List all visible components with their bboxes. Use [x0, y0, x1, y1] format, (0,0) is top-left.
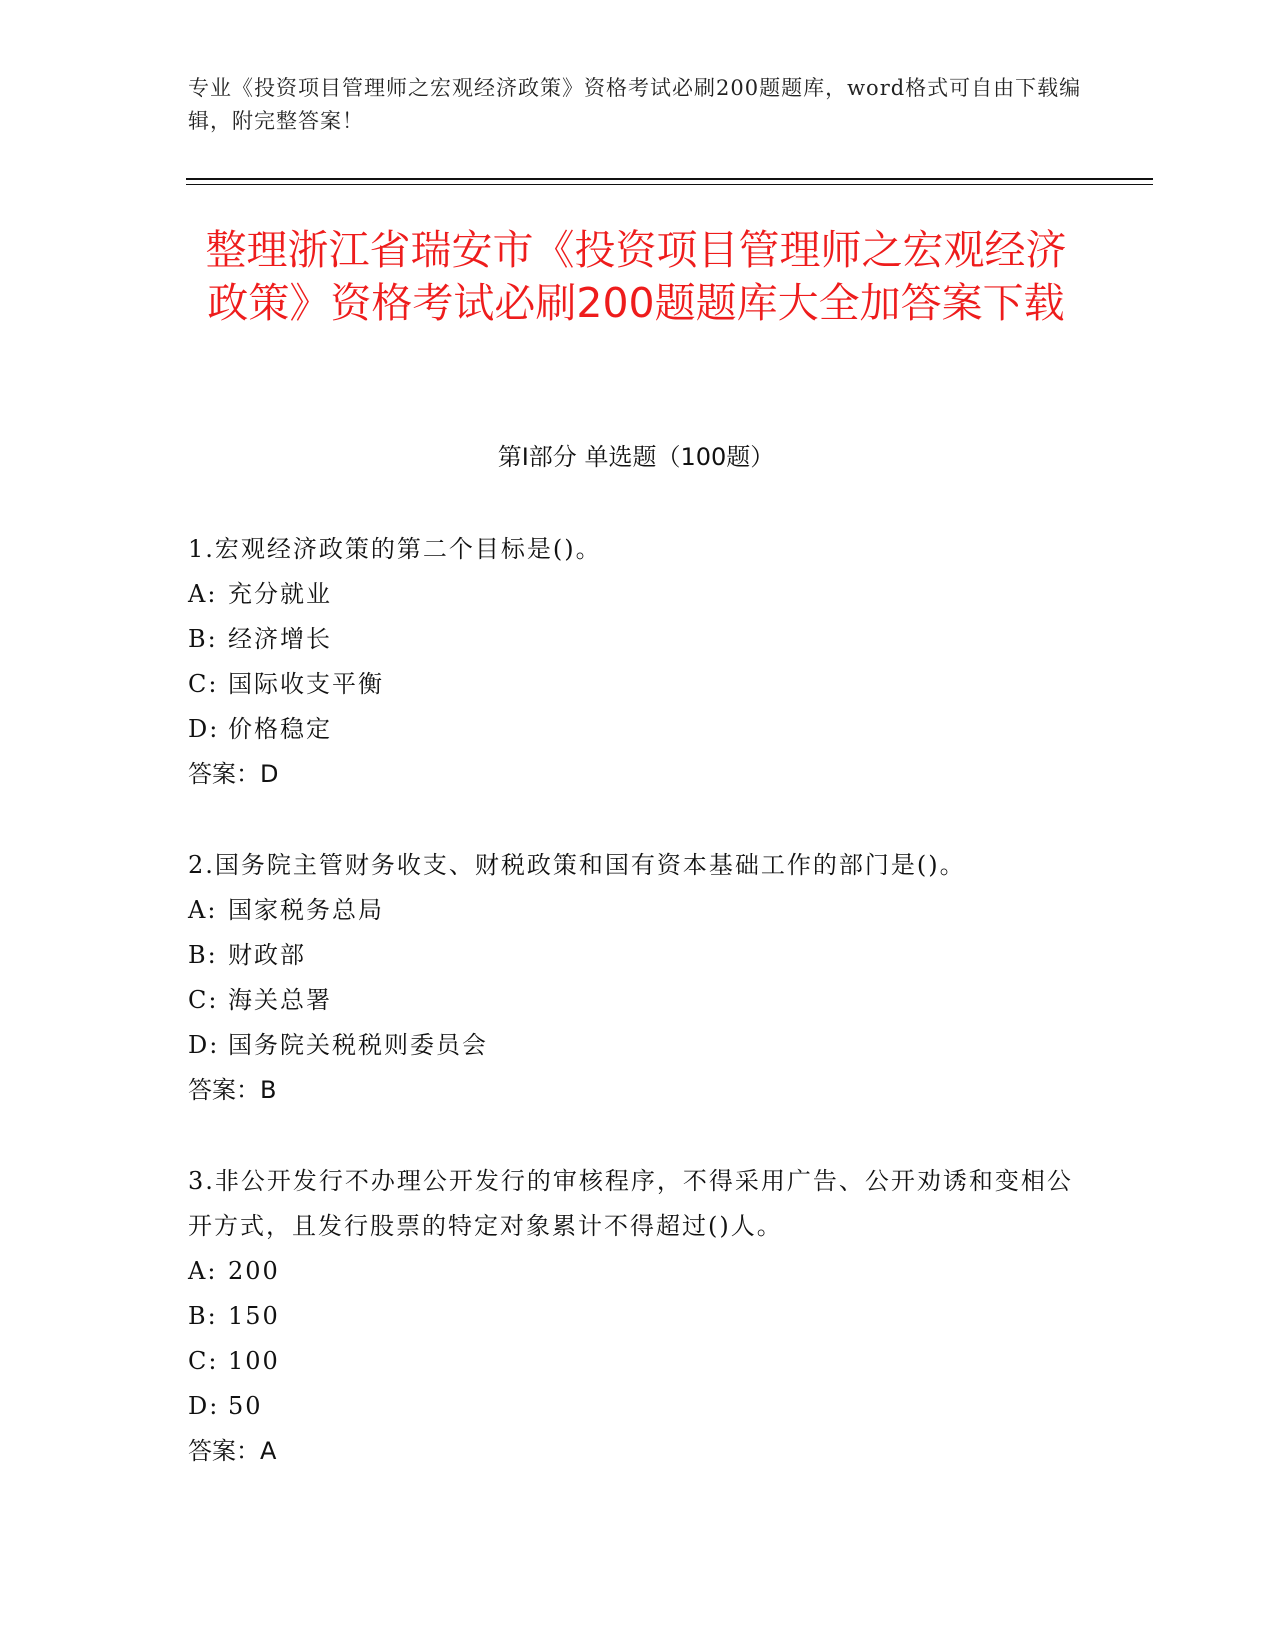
- option-letter: B:: [188, 1302, 218, 1330]
- option-text: 海关总署: [228, 986, 332, 1014]
- option-c: [188, 978, 1088, 1023]
- option-letter: B:: [188, 625, 218, 653]
- option-c: [188, 1339, 1088, 1384]
- option-letter: A:: [188, 896, 218, 924]
- option-b: [188, 617, 1088, 662]
- option-b: [188, 1294, 1088, 1339]
- option-text: 财政部: [228, 941, 306, 969]
- option-text: 价格稳定: [228, 715, 332, 743]
- question-stem: 3.非公开发行不办理公开发行的审核程序，不得采用广告、公开劝诱和变相公开方式，且发行股票的特定对象累计不得超过()人。: [188, 1167, 1073, 1240]
- option-letter: A:: [188, 580, 218, 608]
- section-heading: 第Ⅰ部分 单选题（100题）: [497, 443, 775, 471]
- option-letter: D:: [188, 715, 220, 743]
- option-d: [188, 1384, 1088, 1429]
- option-d: [188, 1023, 1088, 1068]
- option-text: 国务院关税税则委员会: [228, 1031, 488, 1059]
- option-text: 充分就业: [228, 580, 332, 608]
- option-text: 100: [228, 1347, 280, 1375]
- question-stem: 1.宏观经济政策的第二个目标是()。: [188, 535, 602, 563]
- option-letter: C:: [188, 1347, 219, 1375]
- header-divider-thin: [186, 184, 1153, 185]
- option-letter: D:: [188, 1392, 220, 1420]
- question-2: [188, 843, 1088, 1113]
- option-text: 国家税务总局: [228, 896, 384, 924]
- option-text: 150: [228, 1302, 280, 1330]
- option-a: [188, 572, 1088, 617]
- document-title: 整理浙江省瑞安市《投资项目管理师之宏观经济政策》资格考试必刷200题题库大全加答案下载: [205, 226, 1067, 327]
- header-divider-thick: [186, 178, 1153, 180]
- option-a: [188, 1249, 1088, 1294]
- option-text: 50: [228, 1392, 263, 1420]
- question-3: [188, 1159, 1088, 1474]
- question-list: [188, 527, 1088, 1520]
- option-letter: C:: [188, 670, 219, 698]
- option-letter: A:: [188, 1257, 218, 1285]
- option-letter: B:: [188, 941, 218, 969]
- option-d: [188, 707, 1088, 752]
- option-text: 经济增长: [228, 625, 332, 653]
- option-c: [188, 662, 1088, 707]
- option-b: [188, 933, 1088, 978]
- option-text: 200: [228, 1257, 280, 1285]
- option-a: [188, 888, 1088, 933]
- answer: 答案：B: [188, 1076, 277, 1104]
- question-1: [188, 527, 1088, 797]
- option-letter: C:: [188, 986, 219, 1014]
- answer: 答案：A: [188, 1437, 277, 1465]
- header-note: 专业《投资项目管理师之宏观经济政策》资格考试必刷200题题库，word格式可自由下载编辑，附完整答案！: [188, 76, 1082, 133]
- question-stem: 2.国务院主管财务收支、财税政策和国有资本基础工作的部门是()。: [188, 851, 966, 879]
- option-letter: D:: [188, 1031, 220, 1059]
- option-text: 国际收支平衡: [228, 670, 384, 698]
- answer: 答案：D: [188, 760, 279, 788]
